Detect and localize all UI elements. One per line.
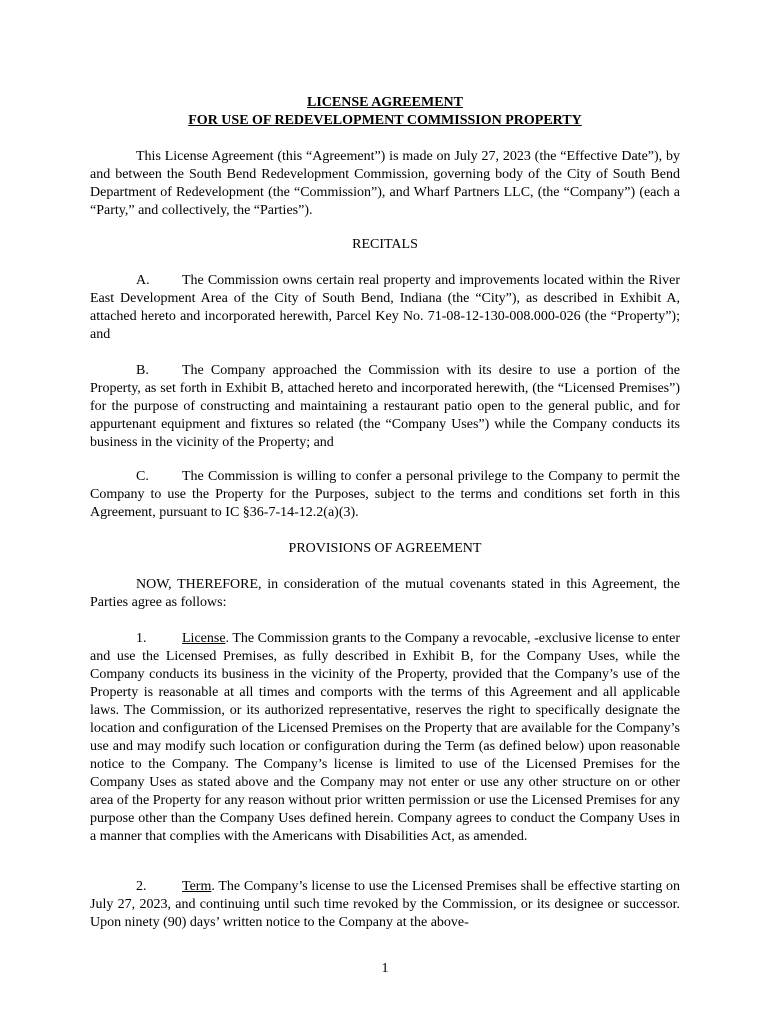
page-number: 1	[381, 961, 389, 976]
recital-b: B. The Company approached the Commission with its desire to use a portion of the Property, as set forth in Exhibit B, attached hereto and incorporated herewith, (the “Licensed Premises”) for the purpose of constructing and maintaining a restaurant patio open to the general public, and for appurtenant equipment and fixtures so related (the “Company Uses”) while the Company conducts its business in the vicinity of the Property; and	[90, 363, 680, 450]
recitals-heading: RECITALS	[352, 237, 418, 252]
section-license-heading: License	[182, 631, 226, 646]
section-license: 1. License. The Commission grants to the Company a revocable, -exclusive license to enter and use the Licensed Premises, as fully described in Exhibit B, for the Company Uses, while the Company conducts its business in the vicinity of the Property, provided that the Company’s use of the Property is reasonable at all times and comports with the terms of this Agreement and all applicable laws. The Commission, or its authorized representative, reserves the right to specifically designate the location and configuration of the Licensed Premises on the Property that are available for the Company’s use and may modify such location or configuration during the Term (as defined below) upon reasonable notice to the Company. The Company’s license is limited to use of the Licensed Premises for the Company Uses as stated above and the Company may not enter or use any other structure on or other area of the Property for any reason without prior written permission or use the Licensed Premises for any purpose other than the Company Uses defined herein. Company agrees to conduct the Company Uses in a manner that complies with the Americans with Disabilities Act, as amended.	[90, 631, 680, 844]
provisions-heading: PROVISIONS OF AGREEMENT	[288, 541, 482, 556]
provisions-intro: NOW, THEREFORE, in consideration of the mutual covenants stated in this Agreement, the Parties agree as follows:	[90, 577, 680, 610]
intro-paragraph: This License Agreement (this “Agreement”) is made on July 27, 2023 (the “Effective Date”), by and between the South Bend Redevelopment Commission, governing body of the City of South Bend Department of Redevelopment (the “Commission”), and Wharf Partners LLC, (the “Company”) (each a “Party,” and collectively, the “Parties”).	[90, 149, 680, 218]
document-subtitle: FOR USE OF REDEVELOPMENT COMMISSION PROPERTY	[188, 113, 582, 128]
recital-c: C. The Commission is willing to confer a personal privilege to the Company to permit the Company to use the Property for the Purposes, subject to the terms and conditions set forth in this Agreement, pursuant to IC §36-7-14-12.2(a)(3).	[90, 469, 680, 520]
section-term: 2. Term. The Company’s license to use the Licensed Premises shall be effective starting on July 27, 2023, and continuing until such time revoked by the Commission, or its designee or successor. Upon ninety (90) days’ written notice to the Company at the above-	[90, 879, 680, 930]
section-term-heading: Term	[182, 879, 212, 894]
document-title: LICENSE AGREEMENT	[307, 95, 463, 110]
recital-a: A. The Commission owns certain real property and improvements located within the River East Development Area of the City of South Bend, Indiana (the “City”), as described in Exhibit A, attached hereto and incorporated herewith, Parcel Key No. 71-08-12-130-008.000-026 (the “Property”); and	[90, 273, 680, 342]
